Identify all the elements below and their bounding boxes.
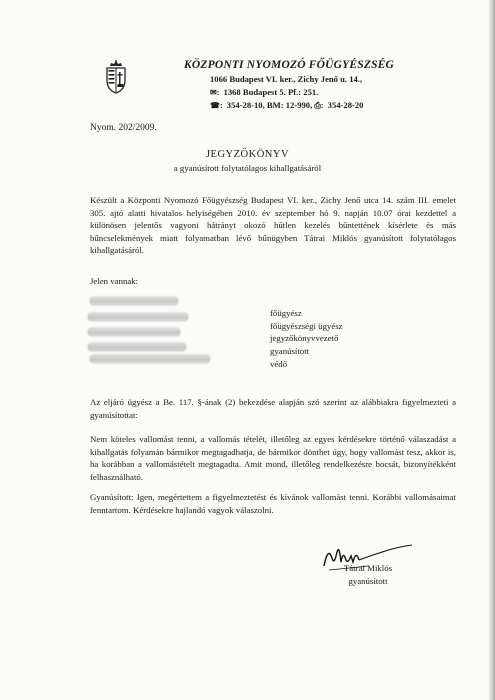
phone-numbers: 354-28-10, BM: 12-990, [226, 100, 313, 110]
postal-address: 1368 Budapest 5. Pf.: 251. [223, 86, 319, 97]
intro-paragraph: Készült a Központi Nyomozó Főügyészség Budapest VI. ker., Zichy Jenő utca 14. szám III. emelet 305. ajtó alatti hivatalos helyiségében 2010. év szeptember hó 9. napján 10.07 órai kezdettel a különösen jelentős vagyoni hátrányt okozó hűtlen kezelés bűntettének kísérlete és más bűncselekmények miatt folyamatban lévő bűnügyben Tátrai Miklós gyanúsított folytatólagos kihallgatásáról. [90, 195, 456, 256]
redacted-name-2 [88, 313, 188, 321]
redacted-name-3 [88, 328, 180, 336]
coat-of-arms-icon [104, 60, 128, 94]
role-suspect: gyanúsított [270, 346, 310, 356]
role-clerk: jegyzőkönyvvezető [270, 333, 339, 343]
redacted-name-5 [90, 355, 210, 363]
fax-icon: ⎙: [314, 101, 324, 110]
document-subtitle: a gyanúsított folytatólagos kihallgatásáról [173, 163, 322, 173]
letterhead [178, 59, 468, 113]
organization-name: KÖZPONTI NYOMOZÓ FŐÜGYÉSZSÉG [184, 59, 395, 71]
signatory-role: gyanúsított [348, 576, 388, 586]
fax-number: 354-28-20 [327, 100, 364, 110]
warning-paragraph: Nem köteles vallomást tenni, a vallomás tételét, illetőleg az egyes kérdésekre történő válaszadást a kihallgatás folyamán bármikor megtagadhatja, de bármikor dönthet úgy, hogy vallomást tesz, akkor is, ha korábban a vallomástételt megtagadta. Amit mond, illetőleg rendelkezésre bocsát, bizonyítékként felhasználható. [90, 434, 456, 482]
document-title: JEGYZŐKÖNYV [205, 149, 290, 160]
role-chief-prosecutor: főügyész [270, 308, 302, 318]
role-defender: védő [270, 359, 288, 369]
signatory-name: Tátrai Miklós [343, 563, 393, 573]
scan-edge-shadow [488, 0, 495, 700]
response-paragraph: Gyanúsított: Igen, megértettem a figyelmeztetést és kívánok vallomást tenni. Korábbi vallomásaimat fenntartom. Kérdésekre hajlandó vagyok válaszolni. [90, 492, 456, 515]
contact-line [210, 99, 468, 113]
role-prosecutor: főügyészségi ügyész [270, 321, 343, 331]
envelope-icon: ✉: [210, 87, 220, 97]
redacted-name-4 [88, 343, 186, 351]
reference-number: Nyom. 202/2009. [90, 123, 157, 133]
redacted-name-1 [90, 297, 178, 305]
warning-intro-paragraph: Az eljáró ügyész a Be. 117. §-ának (2) bekezdése alapján szó szerint az alábbiakra figyelmezteti a gyanúsítottat: [90, 397, 456, 420]
telephone-icon: ☎: [210, 101, 223, 110]
address-line: 1066 Budapest VI. ker., Zichy Jenő u. 14., [210, 74, 363, 84]
present-label: Jelen vannak: [90, 276, 139, 286]
postal-line [210, 86, 468, 100]
